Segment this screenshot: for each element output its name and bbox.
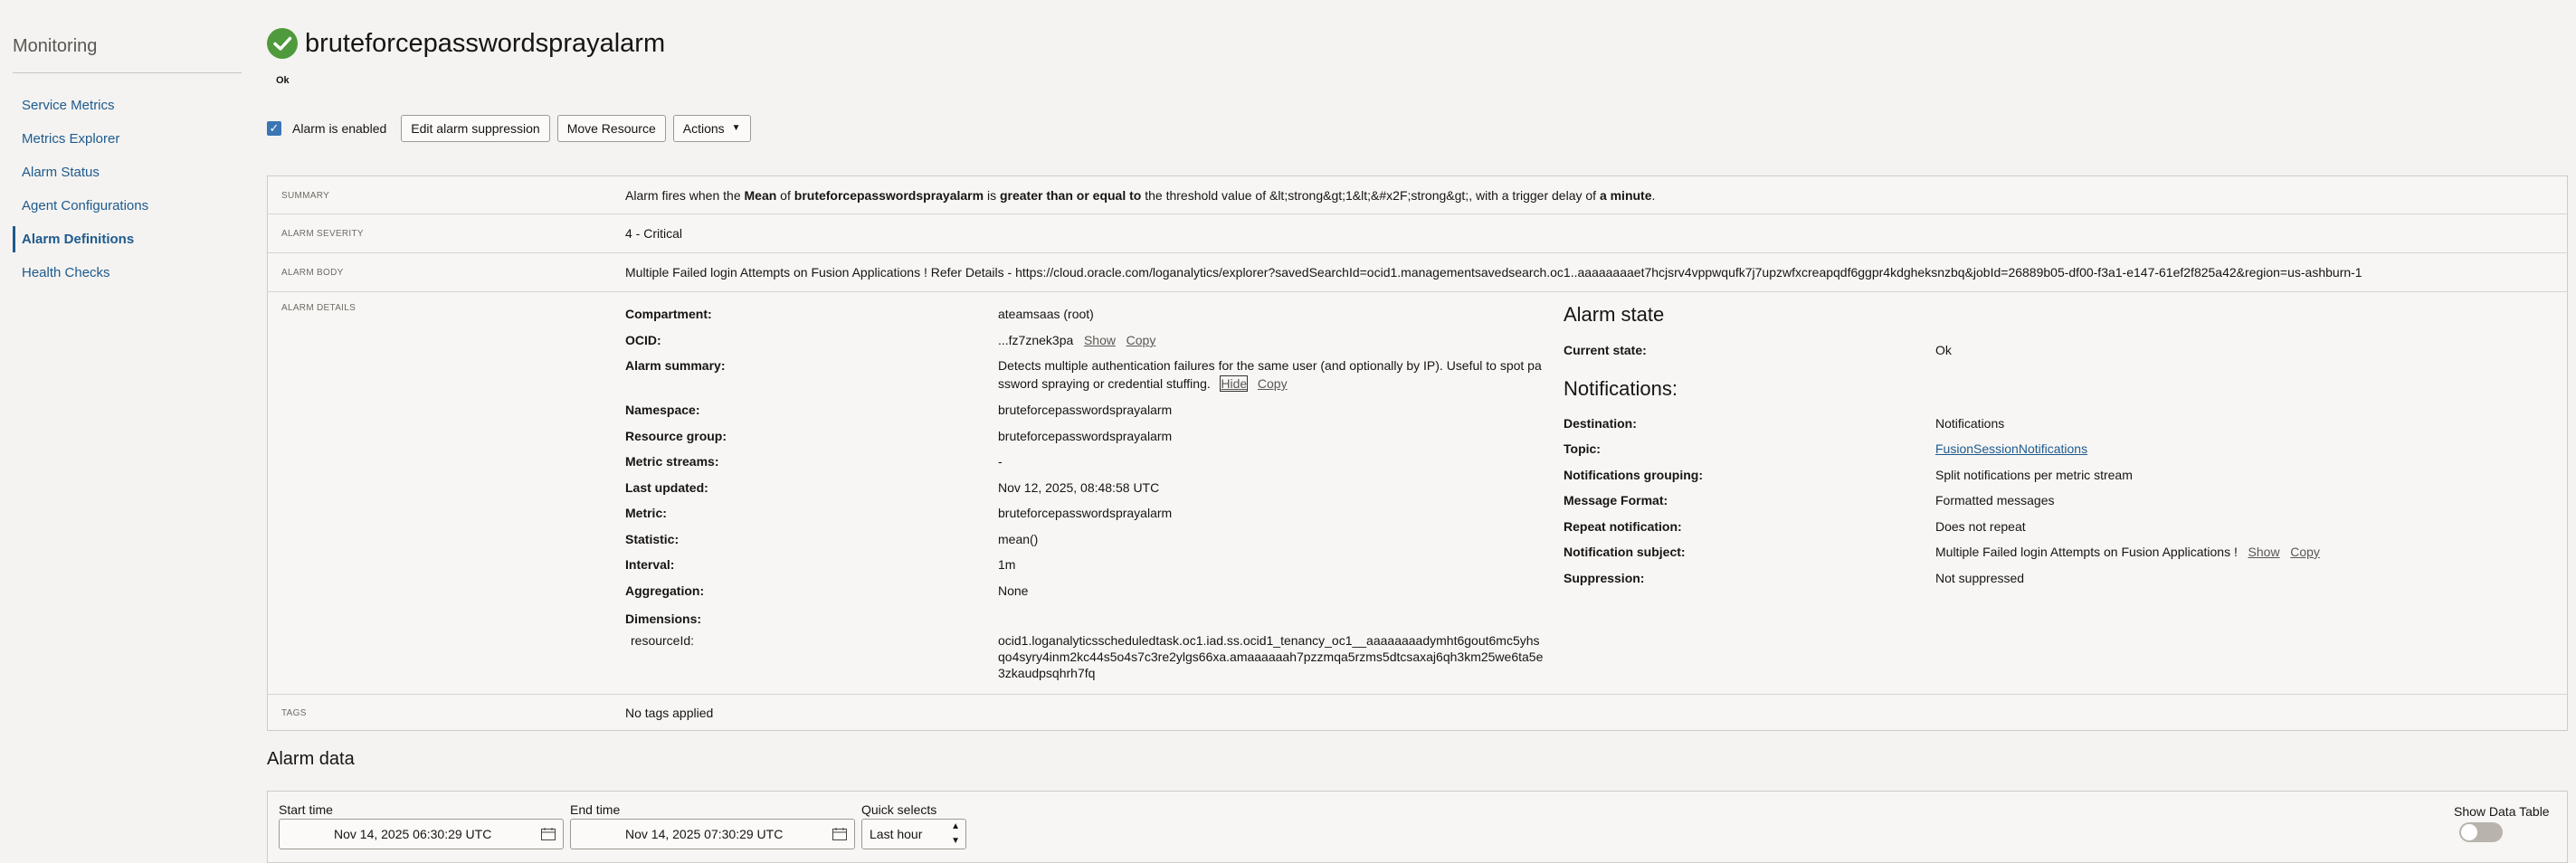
toolbar [267,115,758,142]
dimension-value-line3: 3zkaudpsqhrh7fq [998,666,1096,680]
ocid-copy-link[interactable]: Copy [1126,333,1156,347]
alarm-state-heading: Alarm state [1564,303,1665,326]
tags-row [268,695,2567,731]
notifications-grouping-label: Notifications grouping: [1564,468,1703,482]
alarm-details-label: ALARM DETAILS [281,303,356,313]
subject-show-link[interactable]: Show [2248,545,2280,559]
notifications-grouping-value: Split notifications per metric stream [1935,468,2133,482]
repeat-notification-value: Does not repeat [1935,519,2026,534]
dimension-value-line2: qo4syry4inm2kc44s5o4s7c3re2ylgs66xa.amaaaaaah7pzzmqa5rzms5dtcsaxaj6qh3km25we6ta5e [998,650,1544,664]
alarm-enabled-checkbox[interactable]: ✓ [267,121,281,136]
topic-label: Topic: [1564,441,1601,456]
summary-text: is [984,188,1000,203]
start-time-value: Nov 14, 2025 06:30:29 UTC [334,827,492,841]
severity-row [268,214,2567,253]
compartment-value: ateamsaas (root) [998,307,1094,321]
sidebar-divider [13,72,242,73]
sidebar-item-metrics-explorer[interactable]: Metrics Explorer [22,131,120,147]
namespace-label: Namespace: [625,403,700,417]
sidebar-item-agent-configurations[interactable]: Agent Configurations [22,198,149,213]
sidebar-item-alarm-definitions[interactable]: Alarm Definitions [13,223,242,256]
destination-label: Destination: [1564,416,1637,431]
last-updated-label: Last updated: [625,480,708,495]
ocid-show-link[interactable]: Show [1083,333,1116,347]
summary-operator: greater than or equal to [999,188,1142,203]
actions-menu-button[interactable] [673,115,751,142]
resource-group-value: bruteforcepasswordsprayalarm [998,429,1173,443]
resource-group-label: Resource group: [625,429,727,443]
current-state-label: Current state: [1564,343,1647,357]
dimension-key: resourceId: [631,633,695,648]
summary-metric: bruteforcepasswordsprayalarm [794,188,984,203]
alarm-summary-line1: Detects multiple authentication failures for the same user (and optionally by IP). Useful to spot pa [998,358,1542,373]
calendar-icon[interactable] [541,828,556,840]
ocid-label: OCID: [625,333,661,347]
repeat-notification-label: Repeat notification: [1564,519,1682,534]
quick-selects-label: Quick selects [861,802,937,817]
alarm-body-value: Multiple Failed login Attempts on Fusion Applications ! Refer Details - https://cloud.oracle.com/loganalytics/explorer?savedSearchId=ocid1.managementsavedsearch.oc1..aaaaaaaaet7hcjsrv4vppwqufk7j7upzwfxcreapqdf6ggpr4kdgheksnzbq&jobId=26889b05-df00-f3a1-e147-61ef2f825a42&region=us-ashburn-1 [625,265,2362,280]
aggregation-label: Aggregation: [625,583,705,598]
ocid-value: ...fz7znek3pa [998,333,1074,347]
show-data-table-label: Show Data Table [2454,804,2550,819]
summary-value [625,188,1655,203]
last-updated-value: Nov 12, 2025, 08:48:58 UTC [998,480,1160,495]
alarm-data-panel [267,791,2568,863]
end-time-label: End time [570,802,621,817]
check-circle-icon [267,28,298,59]
edit-alarm-suppression-button[interactable]: Edit alarm suppression [401,115,549,142]
metric-streams-value: - [998,454,1003,469]
summary-statistic: Mean [744,188,777,203]
namespace-value: bruteforcepasswordsprayalarm [998,403,1173,417]
suppression-label: Suppression: [1564,571,1645,585]
message-format-label: Message Format: [1564,493,1668,507]
alarm-enabled-label: Alarm is enabled [292,121,387,136]
sidebar-item-service-metrics[interactable]: Service Metrics [22,98,115,113]
alarm-data-heading: Alarm data [267,749,355,769]
page-title: bruteforcepasswordsprayalarm [305,29,666,58]
current-state-value: Ok [1935,343,1952,357]
status-label: Ok [276,75,290,86]
caret-down-icon: ▼ [731,123,741,133]
alarm-summary-hide-link[interactable]: Hide [1221,376,1248,391]
sidebar-title: Monitoring [13,36,98,56]
toggle-knob [2461,824,2477,840]
notification-subject-value: Multiple Failed login Attempts on Fusion Applications ! [1935,545,2238,559]
metric-streams-label: Metric streams: [625,454,719,469]
sidebar [0,0,244,845]
end-time-value: Nov 14, 2025 07:30:29 UTC [625,827,784,841]
notification-subject-label: Notification subject: [1564,545,1686,559]
alarm-summary-copy-link[interactable]: Copy [1257,376,1288,391]
severity-label: ALARM SEVERITY [281,229,364,239]
alarm-body-row [268,253,2567,292]
summary-text: the threshold value of &lt;strong&gt;1&lt;&#x2F;strong&gt;, with a trigger delay of [1141,188,1600,203]
notification-subject-group [1935,545,2320,559]
destination-value: Notifications [1935,416,2005,431]
summary-text: Alarm fires when the [625,188,745,203]
quick-selects-value: Last hour [870,827,923,841]
sidebar-item-alarm-status[interactable]: Alarm Status [22,165,100,180]
compartment-label: Compartment: [625,307,712,321]
show-data-table-toggle[interactable] [2459,822,2503,842]
sort-arrows-icon: ▲ ▼ [951,821,960,846]
summary-row [268,176,2567,214]
severity-value: 4 - Critical [625,226,683,241]
tags-label: TAGS [281,708,307,718]
ocid-value-group [998,333,1155,347]
message-format-value: Formatted messages [1935,493,2055,507]
alarm-summary-line2: ssword spraying or credential stuffing. [998,376,1211,391]
sidebar-item-health-checks[interactable]: Health Checks [22,265,110,280]
alarm-summary-label: Alarm summary: [625,358,726,373]
alarm-details-panel [267,175,2568,731]
subject-copy-link[interactable]: Copy [2290,545,2320,559]
move-resource-button[interactable]: Move Resource [557,115,666,142]
statistic-value: mean() [998,532,1039,546]
sidebar-nav [13,89,242,289]
calendar-icon[interactable] [832,828,847,840]
suppression-value: Not suppressed [1935,571,2025,585]
tags-value: No tags applied [625,706,714,720]
start-time-label: Start time [279,802,333,817]
dimension-value-line1: ocid1.loganalyticsscheduledtask.oc1.iad.ss.ocid1_tenancy_oc1__aaaaaaaadymht6gout6mc5yhs [998,633,1540,648]
summary-delay: a minute [1599,188,1652,203]
notifications-heading: Notifications: [1564,377,1678,400]
actions-label: Actions [682,121,725,136]
interval-label: Interval: [625,557,675,572]
alarm-details-row [268,292,2567,695]
summary-label: SUMMARY [281,191,330,201]
statistic-label: Statistic: [625,532,680,546]
dimensions-label: Dimensions: [625,612,702,626]
alarm-body-label: ALARM BODY [281,268,344,278]
topic-link[interactable]: FusionSessionNotifications [1935,441,2088,456]
alarm-summary-line2-group [998,376,1288,391]
aggregation-value: None [998,583,1029,598]
summary-text: of [776,188,794,203]
summary-text: . [1651,188,1656,203]
metric-label: Metric: [625,506,667,520]
interval-value: 1m [998,557,1016,572]
metric-value: bruteforcepasswordsprayalarm [998,506,1173,520]
